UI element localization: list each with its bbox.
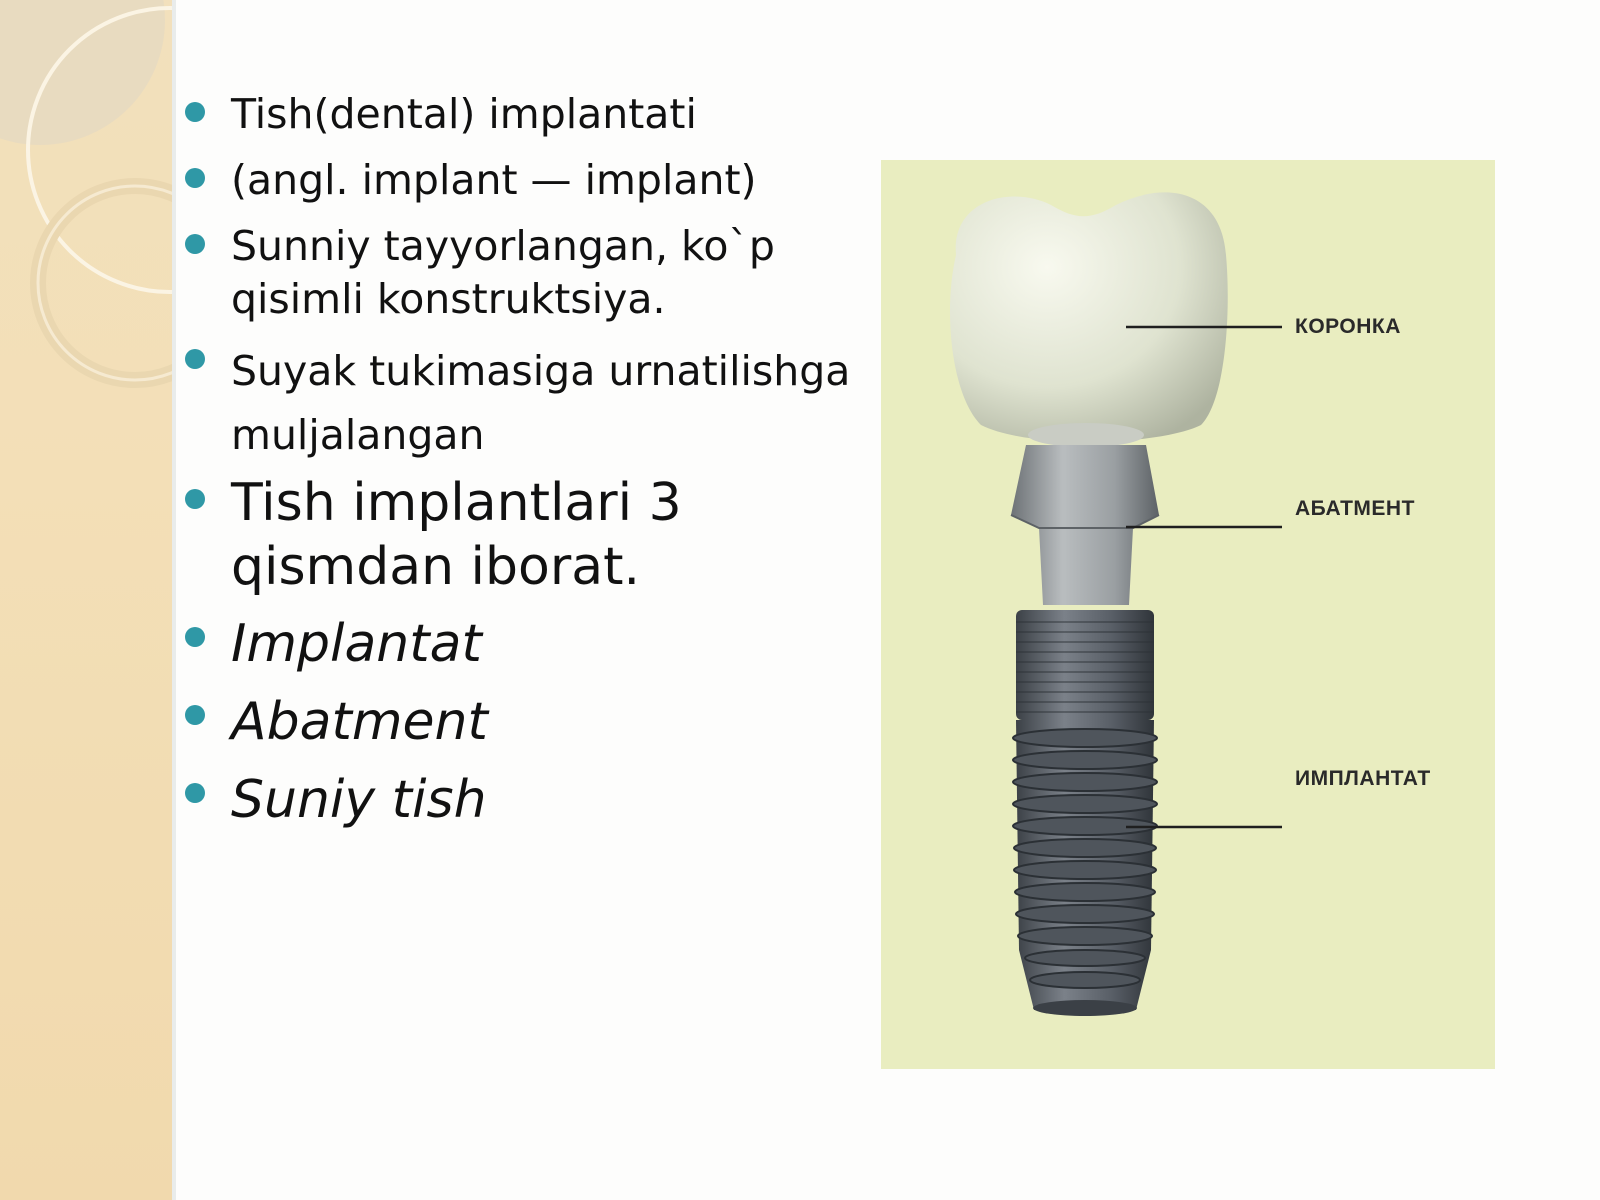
bullet-text: Suniy tish [231,770,487,830]
crown-shape [950,192,1228,447]
crown-label: КОРОНКА [1295,315,1401,338]
bullet-item [185,88,865,141]
bullet-dot-icon [185,705,205,725]
abutment-shape [1011,445,1159,605]
bullet-dot-icon [185,168,205,188]
bullet-dot-icon [185,489,205,509]
bullet-dot-icon [185,349,205,369]
bullet-text: Suyak tukimasiga urnatilishga muljalangan [231,347,851,459]
bullet-item [185,611,865,677]
bullet-text: (angl. implant — implant) [231,156,757,204]
dental-implant-diagram [881,160,1495,1069]
bullet-list [185,88,865,845]
bullet-dot-icon [185,783,205,803]
bullet-item [185,767,865,833]
bullet-text: Sunniy tayyorlangan, ko`p qisimli konstruktsiya. [231,222,775,323]
bullet-dot-icon [185,102,205,122]
bullet-dot-icon [185,627,205,647]
bullet-text: Implantat [231,614,482,674]
bullet-item [185,220,865,326]
bullet-dot-icon [185,234,205,254]
abutment-label: АБАТМЕНТ [1295,497,1415,520]
implant-illustration [881,160,1495,1069]
bullet-text: Tish(dental) implantati [231,90,697,138]
implant-screw-shape [1013,610,1157,1016]
bullet-text: Abatment [231,692,488,752]
bullet-item [185,689,865,755]
bullet-item [185,339,865,467]
decorative-sidebar [0,0,176,1200]
bullet-item [185,154,865,207]
bullet-text: Tish implantlari 3 qismdan iborat. [231,473,682,597]
decorative-rings [0,0,176,1200]
sidebar-edge [172,0,176,1200]
implant-label: ИМПЛАНТАТ [1295,767,1431,790]
bullet-item [185,471,865,599]
